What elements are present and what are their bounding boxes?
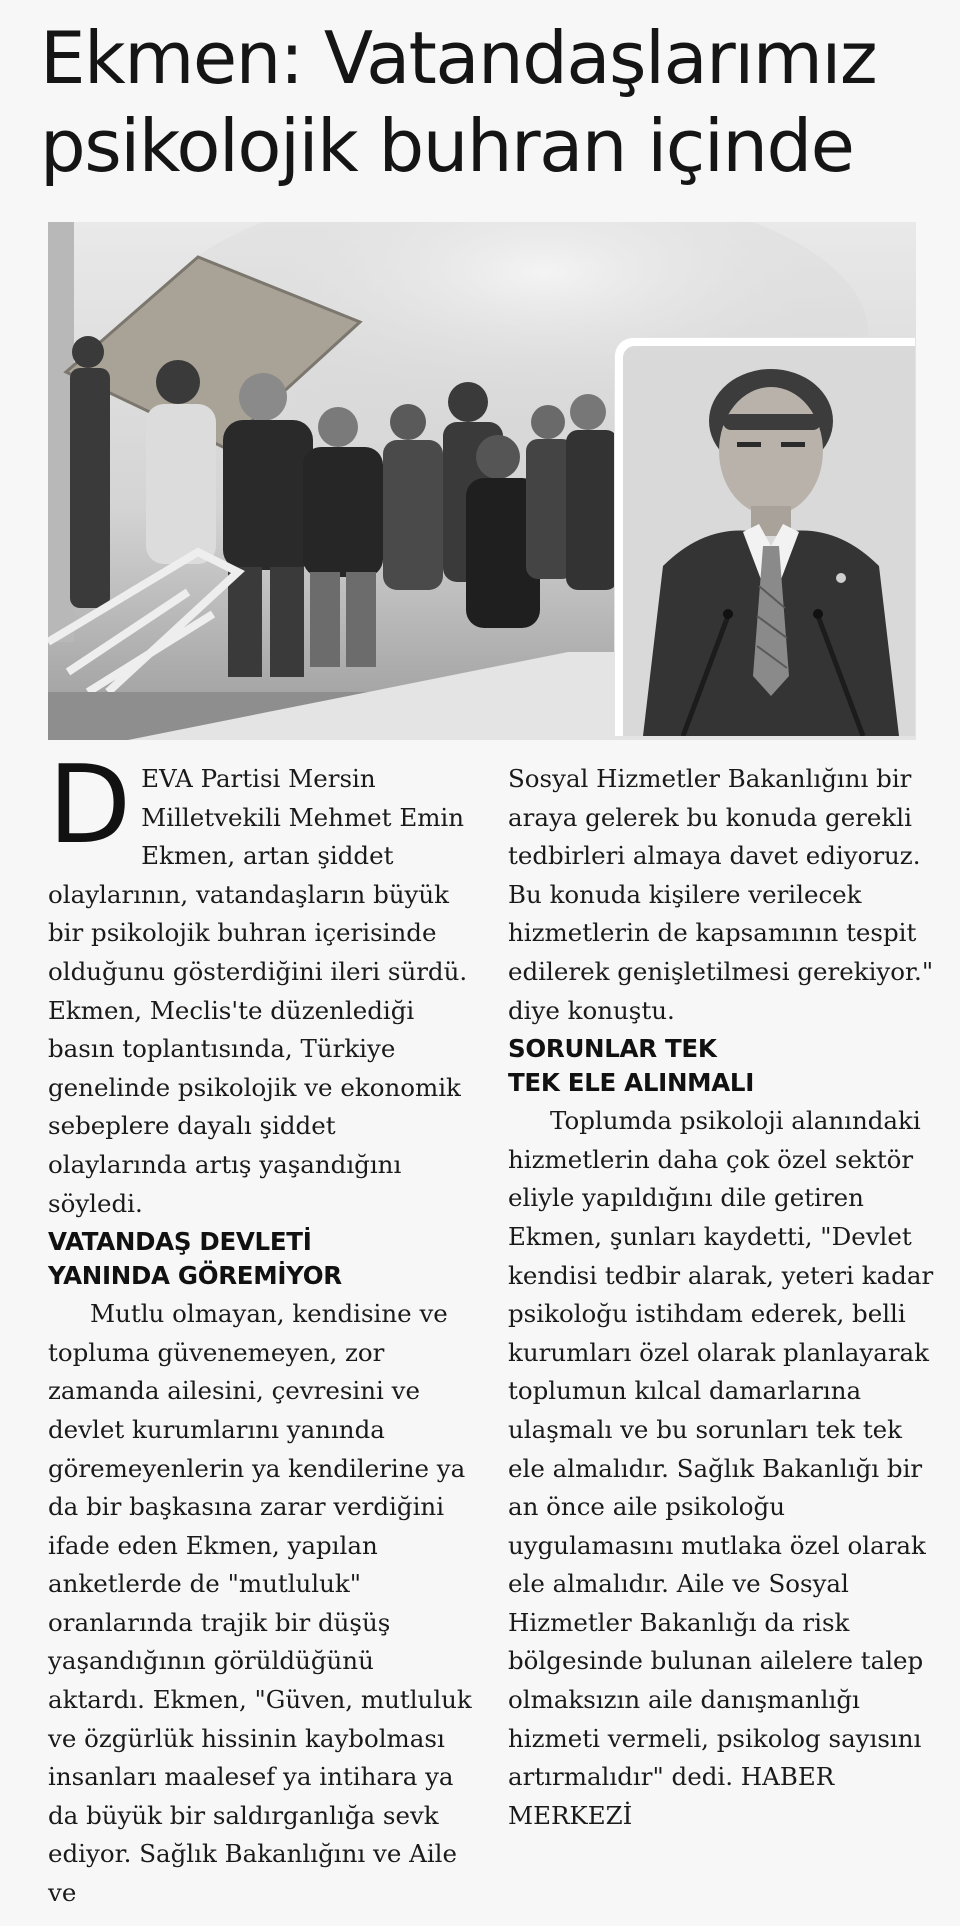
article-paragraph-3: Sosyal Hizmetler Bakanlığını bir araya gelerek bu konuda gerekli tedbirleri almaya davet ediyoruz. Bu konuda kişilere verilecek hizmetlerin de kapsamının tespit edilerek genişletilmesi gerekiyor." diye konuştu. <box>508 764 934 1025</box>
paragraph-1-text: EVA Partisi Mersin Milletvekili Mehmet Emin Ekmen, artan şiddet olaylarının, vatandaşların büyük bir psikolojik buhran içerisinde olduğunu gösterdiğini ileri sürdü. Ekmen, Meclis'te düzenlediği basın toplantısında, Türkiye genelinde psikolojik ve ekonomik sebeplere dayalı şiddet olaylarında artış yaşandığını söyledi. <box>48 764 468 1218</box>
headline-line-2: psikolojik buhran içinde <box>40 104 854 188</box>
subheading-1-line-2: YANINDA GÖREMİYOR <box>48 1261 342 1291</box>
subheading-2 <box>508 1032 936 1100</box>
article-paragraph-4: Toplumda psikoloji alanındaki hizmetlerin daha çok özel sektör eliyle yapıldığını dile getiren Ekmen, şunları kaydetti, "Devlet kendisi tedbir alarak, yeteri kadar psikoloğu istihdam ederek, belli kurumları özel olarak planlayarak toplumun kılcal damarlarına ulaşmalı ve bu sorunları tek tek ele almalıdır. Sağlık Bakanlığı bir an önce aile psikoloğu uygulamasını mutlaka özel olarak ele almalıdır. Aile ve Sosyal Hizmetler Bakanlığı da risk bölgesinde bulunan ailelere talep olmaksızın aile danışmanlığı hizmeti vermeli, psikolog sayısını artırmalıdır" dedi. HABER MERKEZİ <box>508 1106 934 1830</box>
drop-cap: D <box>48 743 132 868</box>
article-paragraph-2: Mutlu olmayan, kendisine ve topluma güvenemeyen, zor zamanda ailesini, çevresini ve devlet kurumlarını yanında göremeyenlerin ya kendilerine ya da bir başkasına zarar verdiğini ifade eden Ekmen, yapılan anketlerde de "mutluluk" oranlarında trajik bir düşüş yaşandığının görüldüğünü aktardı. Ekmen, "Güven, mutluluk ve özgürlük hissinin kaybolması insanları maalesef ya intihara ya da büyük bir saldırganlığa sevk ediyor. Sağlık Bakanlığını ve Aile ve <box>48 1299 472 1908</box>
subheading-1-line-1: VATANDAŞ DEVLETİ <box>48 1227 312 1257</box>
article-column-left <box>48 743 476 1913</box>
article-paragraph-1 <box>48 743 476 1223</box>
subheading-2-line-1: SORUNLAR TEK <box>508 1034 717 1064</box>
speaker-portrait-illustration <box>623 346 915 736</box>
subheading-2-line-2: TEK ELE ALINMALI <box>508 1068 755 1098</box>
headline <box>40 14 930 190</box>
headline-line-1: Ekmen: Vatandaşlarımız <box>40 16 877 100</box>
speaker-portrait <box>615 338 915 736</box>
article-column-right <box>508 760 936 1835</box>
subheading-1 <box>48 1225 476 1293</box>
